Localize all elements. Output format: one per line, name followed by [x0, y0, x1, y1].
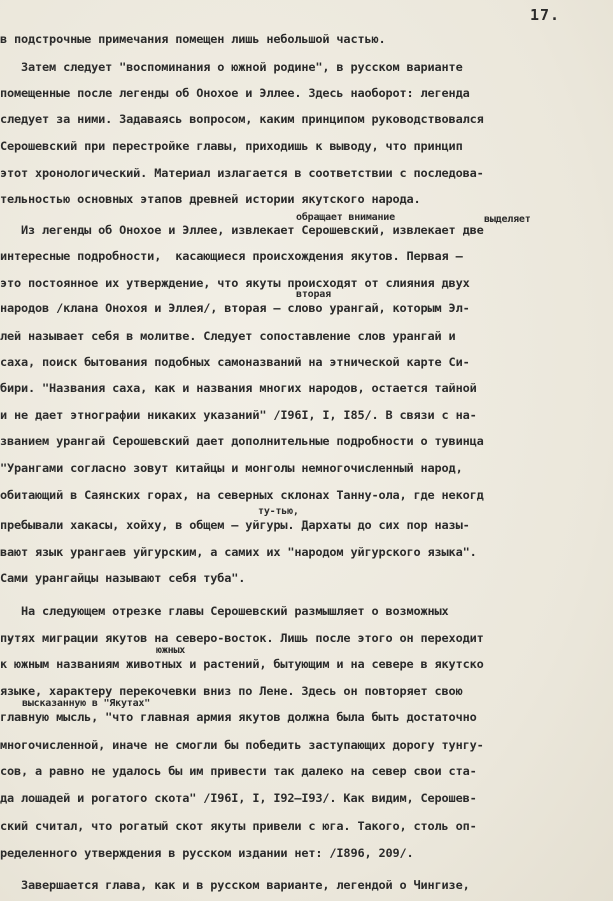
text-line: следует за ними. Задаваясь вопросом, каким принципом руководствовался [0, 112, 484, 126]
text-line: ределенного утверждения в русском издании нет: /I896, 209/. [0, 846, 414, 860]
handwritten-insertion: выделяет [484, 214, 531, 225]
text-line: путях миграции якутов на северо-восток. Лишь после этого он переходит [0, 631, 484, 645]
handwritten-insertion: высказанную в "Якутах" [22, 698, 151, 709]
text-line: пребывали хакасы, хойху, в общем — уйгуры. Дархаты до сих пор назы- [0, 518, 470, 532]
text-line: лей называет себя в молитве. Следует сопоставление слов урангай и [0, 329, 456, 343]
text-line: главную мысль, "что главная армия якутов должна была быть достаточно [0, 710, 477, 724]
text-line: и не дает этнографии никаких указаний" /I96I, I, I85/. В связи с на- [0, 408, 477, 422]
text-line: На следующем отрезке главы Серошевский размышляет о возможных [0, 604, 449, 618]
text-line: в подстрочные примечания помещен лишь небольшой частью. [0, 32, 386, 46]
text-line: многочисленной, иначе не смогли бы победить заступающих дорогу тунгу- [0, 738, 484, 752]
text-line: интересные подробности, касающиеся происхождения якутов. Первая — [0, 249, 463, 263]
handwritten-insertion: обращает внимание [296, 212, 395, 223]
text-line: Затем следует "воспоминания о южной родине", в русском варианте [0, 60, 463, 74]
text-line: Сами урангайцы называют себя туба". [0, 571, 246, 585]
text-line: к южным названиям животных и растений, бытующим и на севере в якутско [0, 657, 484, 671]
text-line: бири. "Названия саха, как и названия многих народов, остается тайной [0, 381, 477, 395]
text-line: Из легенды об Онохое и Эллее, извлекает Серошевский, извлекает две [0, 223, 484, 237]
text-line: обитающий в Саянских горах, на северных склонах Танну-ола, где некогд [0, 488, 484, 502]
text-line: Завершается глава, как и в русском варианте, легендой о Чингизе, [0, 878, 470, 892]
handwritten-insertion: ту-тью, [258, 506, 299, 517]
text-line: вают язык урангаев уйгурским, а самих их "народом уйгурского языка". [0, 545, 477, 559]
text-line: "Урангами согласно зовут китайцы и монголы немногочисленный народ, [0, 461, 463, 475]
text-line: народов /клана Онохоя и Эллея/, вторая — слово урангай, которым Эл- [0, 301, 470, 315]
text-line: да лошадей и рогатого скота" /I96I, I, I92—I93/. Как видим, Серошев- [0, 791, 477, 805]
text-line: сов, а равно не удалось бы им привести так далеко на север свои ста- [0, 764, 477, 778]
text-line: этот хронологический. Материал излагается в соответствии с последова- [0, 166, 484, 180]
handwritten-insertion: вторая [296, 289, 331, 300]
text-line: саха, поиск бытования подобных самоназваний на этнической карте Си- [0, 355, 470, 369]
handwritten-insertion: южных [156, 645, 186, 656]
text-line: это постоянное их утверждение, что якуты происходят от слияния двух [0, 276, 470, 290]
text-line: помещенные после легенды об Онохое и Эллее. Здесь наоборот: легенда [0, 86, 470, 100]
page-number: 17. [530, 6, 561, 24]
text-line: тельностью основных этапов древней истории якутского народа. [0, 192, 421, 206]
text-line: языке, характеру перекочевки вниз по Лене. Здесь он повторяет свою [0, 684, 463, 698]
text-line: званием урангай Серошевский дает дополнительные подробности о тувинца [0, 434, 484, 448]
text-line: Серошевский при перестройке главы, приходишь к выводу, что принцип [0, 139, 463, 153]
text-line: ский считал, что рогатый скот якуты привели с юга. Такого, столь оп- [0, 819, 477, 833]
